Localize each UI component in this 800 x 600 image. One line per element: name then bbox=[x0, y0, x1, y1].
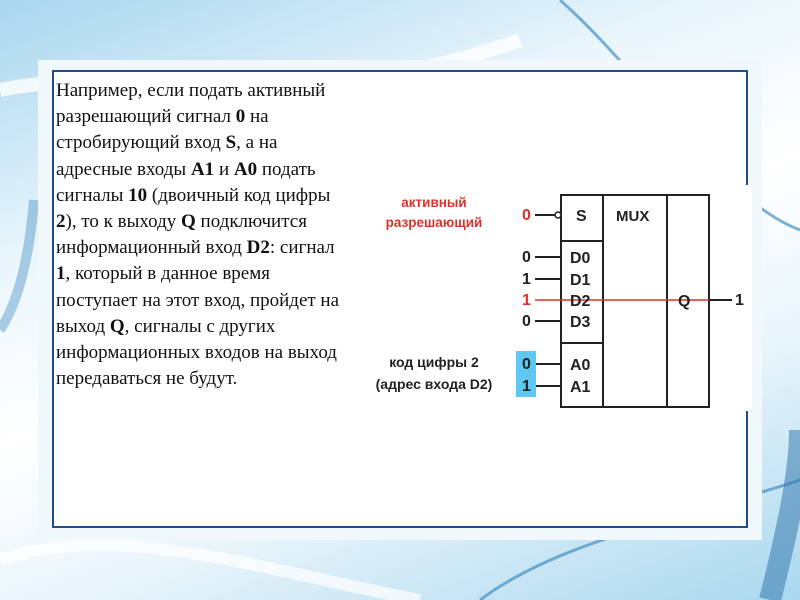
a0-pin: A0 bbox=[570, 357, 591, 374]
enable-label-line1: активный bbox=[401, 195, 467, 210]
d3-value: 0 bbox=[522, 313, 531, 330]
explanation-text: Например, если подать активный разрешающий сигнал 0 на стробирующий вход S, а на адресные входы A1 и A0 подать сигналы 10 (двоичный код цифры 2), то к выходу Q подключится информационный вход D2: сигнал 1, который в данное время поступает на этот вход, пройдет на выход Q, сигналы с других информационных входов на выход передаваться не будут. bbox=[56, 80, 340, 390]
address-label-line1: код цифры 2 bbox=[389, 354, 479, 370]
d3-pin: D3 bbox=[570, 314, 591, 331]
data-input-d2 bbox=[522, 292, 732, 310]
d2-value: 1 bbox=[522, 292, 531, 309]
d2-pin: D2 bbox=[570, 293, 591, 310]
mux-diagram bbox=[348, 185, 752, 411]
d0-value: 0 bbox=[522, 249, 531, 266]
data-input-d1 bbox=[522, 271, 591, 289]
output-value: 1 bbox=[735, 292, 744, 309]
inversion-bubble bbox=[555, 212, 561, 218]
output-pin: Q bbox=[678, 293, 691, 310]
address-label-line2: (адрес входа D2) bbox=[375, 376, 493, 392]
mux-title: MUX bbox=[616, 208, 650, 225]
d1-pin: D1 bbox=[570, 272, 591, 289]
d1-value: 1 bbox=[522, 271, 531, 288]
data-input-d3 bbox=[522, 313, 591, 331]
data-input-d0 bbox=[522, 249, 591, 267]
strobe-pin: S bbox=[576, 208, 587, 225]
a1-pin: A1 bbox=[570, 379, 591, 396]
a0-value: 0 bbox=[522, 356, 531, 373]
d0-pin: D0 bbox=[570, 250, 591, 267]
mux-diagram-svg bbox=[348, 185, 752, 411]
a1-value: 1 bbox=[522, 378, 531, 395]
enable-label-line2: разрешающий bbox=[385, 215, 483, 230]
enable-value: 0 bbox=[522, 207, 531, 224]
